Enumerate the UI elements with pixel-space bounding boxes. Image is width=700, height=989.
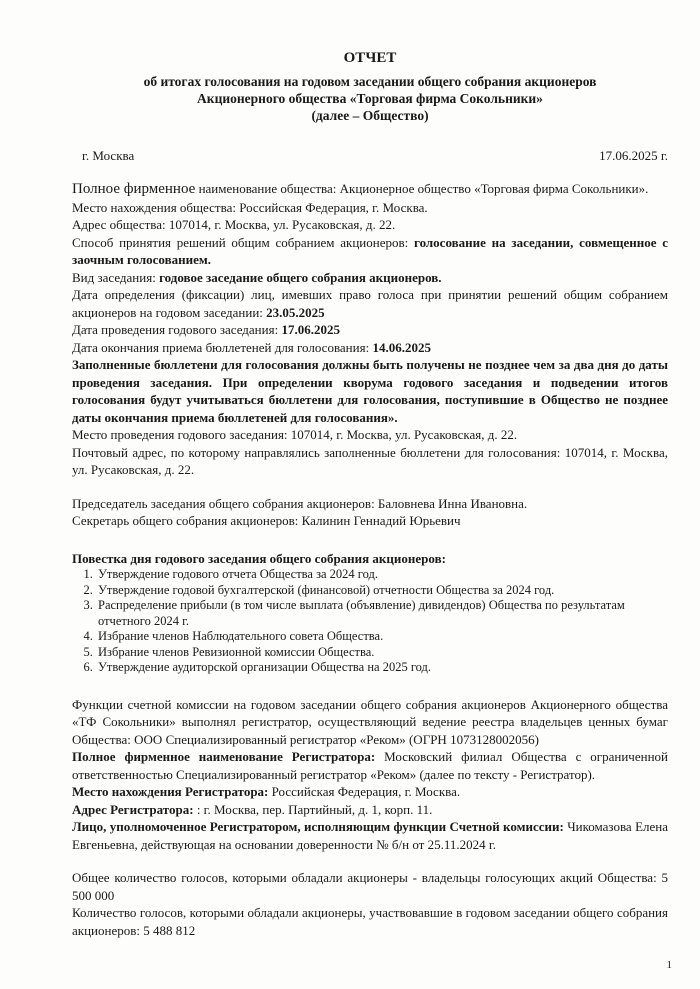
participating-votes: Количество голосов, которыми обладали акционеры, участвовавшие в годовом заседании общего собрания акционеров: 5 488 812 bbox=[72, 905, 668, 938]
total-votes: Общее количество голосов, которыми обладали акционеры - владельцы голосующих акций Общества: 5 500 000 bbox=[72, 870, 668, 903]
registrar-address: Адрес Регистратора: : г. Москва, пер. Партийный, д. 1, корп. 11. bbox=[72, 801, 433, 817]
authorized-person: Лицо, уполномоченное Регистратором, исполняющим функции Счетной комиссии: Чикомазова Елена Евгеньевна, действующая на основании доверенности № б/н от 25.11.2024 г. bbox=[72, 819, 668, 852]
meeting-date: Дата проведения годового заседания: 17.06.2025 bbox=[72, 322, 340, 337]
report-date: 17.06.2025 г. bbox=[599, 148, 668, 163]
document-header bbox=[72, 50, 668, 124]
city: г. Москва bbox=[82, 148, 135, 163]
chairperson: Председатель заседания общего собрания акционеров: Баловнева Инна Ивановна. bbox=[72, 495, 528, 511]
meeting-place: Место проведения годового заседания: 107014, г. Москва, ул. Русаковская, д. 22. bbox=[72, 427, 518, 442]
agenda-list bbox=[72, 567, 668, 676]
agenda-item: 5. Избрание членов Ревизионной комиссии Общества. bbox=[96, 645, 668, 661]
registrar-location: Место нахождения Регистратора: Российская Федерация, г. Москва. bbox=[72, 784, 461, 799]
registrar-name: Полное фирменное наименование Регистратора: Московский филиал Общества с ограниченной ответственностью Специализированный регистратор «Реком» (далее по тексту - Регистратор). bbox=[72, 749, 668, 782]
agenda-item: 2. Утверждение годовой бухгалтерской (финансовой) отчетности Общества за 2024 год. bbox=[96, 583, 668, 599]
secretary: Секретарь общего собрания акционеров: Калинин Геннадий Юрьевич bbox=[72, 513, 461, 528]
document-page bbox=[72, 50, 668, 939]
company-name: Полное фирменное наименование общества: Акционерное общество «Торговая фирма Сокольники». bbox=[72, 181, 649, 197]
company-address: Адрес общества: 107014, г. Москва, ул. Русаковская, д. 22. bbox=[72, 217, 396, 232]
place-date-row bbox=[72, 148, 668, 164]
company-location: Место нахождения общества: Российская Федерация, г. Москва. bbox=[72, 199, 428, 215]
counting-functions: Функции счетной комиссии на годовом заседании общего собрания акционеров Акционерного общества «ТФ Сокольники» выполнял регистратор, осуществляющий ведение реестра владельцев ценных бумаг Общества: ООО Специализированный регистратор «Реком» (ОГРН 1073128002056) bbox=[72, 696, 668, 747]
agenda-item: 6. Утверждение аудиторской организации Общества на 2025 год. bbox=[96, 660, 668, 676]
document-title: ОТЧЕТ bbox=[343, 50, 397, 66]
agenda-item: 1. Утверждение годового отчета Общества за 2024 год. bbox=[96, 567, 668, 583]
subtitle-line-3: (далее – Общество) bbox=[311, 108, 429, 123]
postal-address: Почтовый адрес, по которому направлялись заполненные бюллетени для голосования: 107014, г. Москва, ул. Русаковская, д. 22. bbox=[72, 444, 668, 477]
ballot-end-date: Дата окончания приема бюллетеней для голосования: 14.06.2025 bbox=[72, 339, 431, 355]
decision-method: Способ принятия решений общим собранием акционеров: голосование на заседании, совмещенное с заочным голосованием. bbox=[72, 234, 669, 267]
agenda-item: 4. Избрание членов Наблюдательного совета Общества. bbox=[96, 629, 668, 645]
agenda-title: Повестка дня годового заседания общего собрания акционеров: bbox=[72, 550, 446, 566]
agenda-item: 3. Распределение прибыли (в том числе выплата (объявление) дивидендов) Общества по результатам отчетного 2024 г. bbox=[96, 598, 668, 629]
subtitle-line-1: об итогах голосования на годовом заседании общего собрания акционеров bbox=[143, 74, 597, 89]
meeting-type: Вид заседания: годовое заседание общего собрания акционеров. bbox=[72, 269, 442, 285]
record-date: Дата определения (фиксации) лиц, имевших право голоса при принятии решений общим собранием акционеров на годовом заседании: 23.05.2025 bbox=[72, 287, 668, 320]
subtitle-line-2: Акционерного общества «Торговая фирма Сокольники» bbox=[197, 91, 543, 106]
ballot-notice: Заполненные бюллетени для голосования должны быть получены не позднее чем за два дня до даты проведения заседания. При определении кворума годового заседания и подведении итогов голосования будут учитываться бюллетени для голосования, поступившие в Общество не позднее даты окончания приема бюллетеней для голосования». bbox=[72, 357, 668, 425]
page-number: 1 bbox=[666, 959, 672, 971]
